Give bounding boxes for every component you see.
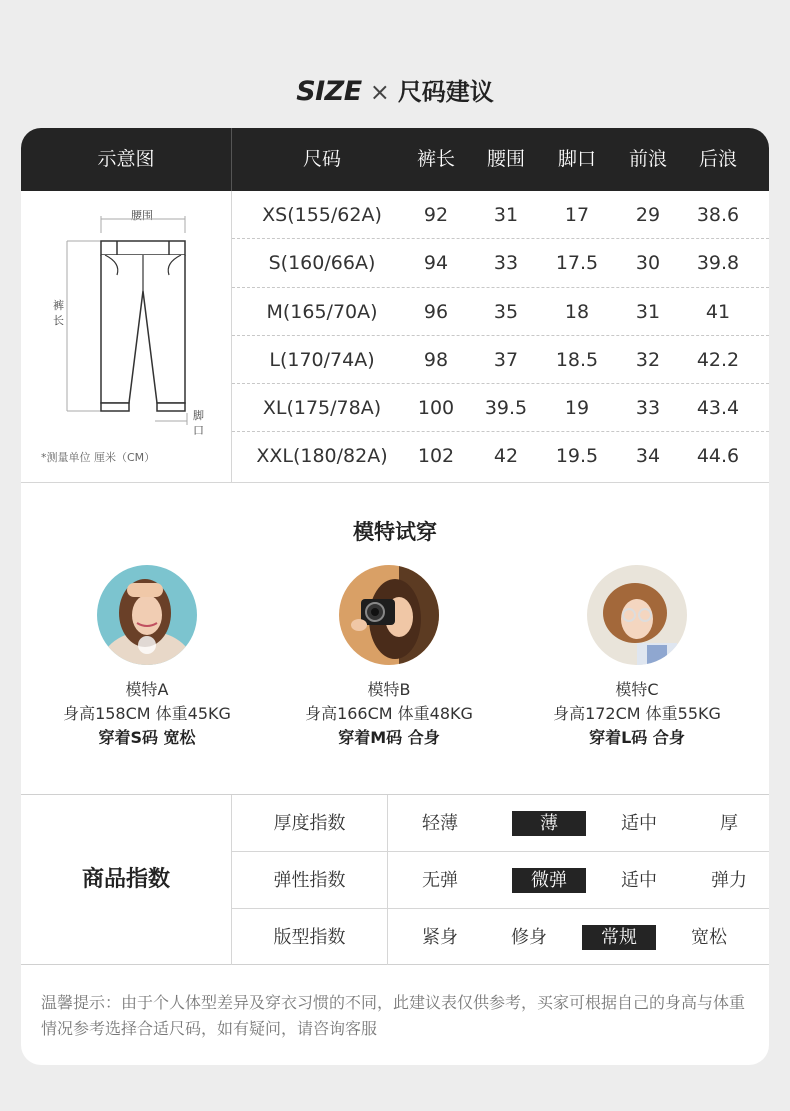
cell-size: XL(175/78A)	[262, 397, 382, 420]
fit-option: 宽松	[691, 927, 727, 948]
cell-waist: 33	[493, 252, 519, 275]
cell-front-rise: 29	[635, 204, 661, 226]
length-label-1: 裤	[53, 299, 64, 312]
fit-option-selected: 常规	[582, 925, 656, 950]
hem-label-1: 脚	[193, 409, 204, 422]
model-b-stats: 身高166CM 体重48KG	[305, 704, 473, 723]
table-row	[232, 384, 769, 432]
header-front-rise: 前浪	[628, 148, 667, 170]
model-card-b	[269, 565, 509, 750]
cell-front-rise: 31	[635, 300, 661, 323]
thickness-option: 适中	[621, 813, 657, 834]
cell-back-rise: 41	[705, 300, 731, 323]
elasticity-option: 适中	[621, 870, 657, 891]
thickness-option: 厚	[720, 813, 738, 834]
warm-tip: 温馨提示：由于个人体型差异及穿衣习惯的不同，此建议表仅供参考，买家可根据自己的身高与体重情况参考选择合适尺码，如有疑问，请咨询客服	[41, 993, 746, 1038]
cell-length: 94	[423, 252, 449, 275]
times-sign: ×	[369, 78, 390, 106]
header-waist: 腰围	[486, 148, 525, 170]
model-c-name: 模特C	[615, 680, 659, 699]
cell-hem: 19.5	[555, 445, 599, 468]
model-b-wear: 穿着M码 合身	[338, 728, 440, 747]
fit-row	[232, 909, 769, 966]
header-size: 尺码	[302, 148, 341, 170]
page-title	[0, 72, 790, 107]
fit-option: 修身	[511, 927, 547, 948]
cell-waist: 35	[493, 300, 519, 323]
unit-note: *测量单位 厘米（CM）	[41, 451, 156, 464]
model-a-avatar	[97, 565, 197, 665]
cell-back-rise: 43.4	[696, 397, 740, 420]
table-row	[232, 239, 769, 287]
title-text: 尺码建议	[397, 78, 494, 106]
cell-front-rise: 33	[635, 397, 661, 420]
cell-waist: 31	[493, 204, 519, 226]
table-row	[232, 191, 769, 239]
table-row	[232, 336, 769, 384]
cell-length: 100	[417, 397, 455, 420]
cell-waist: 37	[493, 348, 519, 371]
thickness-option: 轻薄	[422, 813, 458, 834]
cell-front-rise: 34	[635, 445, 661, 468]
table-row	[232, 288, 769, 336]
model-a-name: 模特A	[125, 680, 169, 699]
cell-hem: 18.5	[555, 348, 599, 371]
cell-size: M(165/70A)	[266, 300, 378, 323]
model-card-a	[27, 565, 267, 750]
cell-hem: 18	[564, 300, 590, 323]
table-row	[232, 432, 769, 480]
cell-size: XS(155/62A)	[262, 204, 382, 226]
models-title: 模特试穿	[353, 520, 437, 544]
cell-waist: 39.5	[484, 397, 528, 420]
model-a-stats: 身高158CM 体重45KG	[63, 704, 231, 723]
cell-size: XXL(180/82A)	[256, 445, 388, 468]
cell-length: 98	[423, 348, 449, 371]
header-hem: 脚口	[557, 148, 596, 170]
elasticity-row	[232, 852, 769, 909]
cell-size: L(170/74A)	[269, 348, 375, 371]
model-c-avatar	[587, 565, 687, 665]
cell-waist: 42	[493, 445, 519, 468]
elasticity-option-selected: 微弹	[512, 868, 586, 893]
cell-back-rise: 38.6	[696, 204, 740, 226]
elasticity-label: 弹性指数	[273, 870, 346, 891]
thickness-option-selected: 薄	[512, 811, 586, 836]
model-a-wear: 穿着S码 宽松	[98, 728, 196, 747]
size-word: SIZE	[296, 76, 362, 107]
cell-hem: 17	[564, 204, 590, 226]
pants-diagram	[21, 191, 231, 482]
thickness-row	[232, 795, 769, 852]
cell-back-rise: 42.2	[696, 348, 740, 371]
hem-label-2: 口	[193, 424, 204, 437]
thickness-label: 厚度指数	[273, 813, 346, 834]
header-length: 裤长	[416, 148, 455, 170]
size-table-body	[232, 191, 769, 481]
cell-length: 96	[423, 300, 449, 323]
product-index	[21, 794, 769, 965]
model-b-avatar	[339, 565, 439, 665]
cell-back-rise: 44.6	[696, 445, 740, 468]
section-divider	[21, 482, 769, 483]
elasticity-option: 弹力	[711, 870, 747, 891]
length-label-2: 长	[53, 314, 64, 327]
cell-front-rise: 32	[635, 348, 661, 371]
cell-length: 92	[423, 204, 449, 226]
cell-length: 102	[417, 445, 455, 468]
cell-back-rise: 39.8	[696, 252, 740, 275]
elasticity-option: 无弹	[422, 870, 458, 891]
fit-option: 紧身	[422, 927, 458, 948]
model-c-wear: 穿着L码 合身	[589, 728, 685, 747]
model-card-c	[517, 565, 757, 750]
cell-front-rise: 30	[635, 252, 661, 275]
fit-label: 版型指数	[273, 927, 346, 948]
cell-hem: 17.5	[555, 252, 599, 275]
header-diagram: 示意图	[97, 148, 155, 170]
model-b-name: 模特B	[367, 680, 411, 699]
size-card	[21, 128, 769, 1065]
index-title: 商品指数	[81, 867, 170, 892]
model-c-stats: 身高172CM 体重55KG	[553, 704, 721, 723]
header-back-rise: 后浪	[698, 148, 737, 170]
waist-label: 腰围	[131, 209, 153, 222]
size-table-header	[21, 128, 769, 191]
cell-hem: 19	[564, 397, 590, 420]
pants-icon	[21, 191, 231, 431]
cell-size: S(160/66A)	[268, 252, 376, 275]
